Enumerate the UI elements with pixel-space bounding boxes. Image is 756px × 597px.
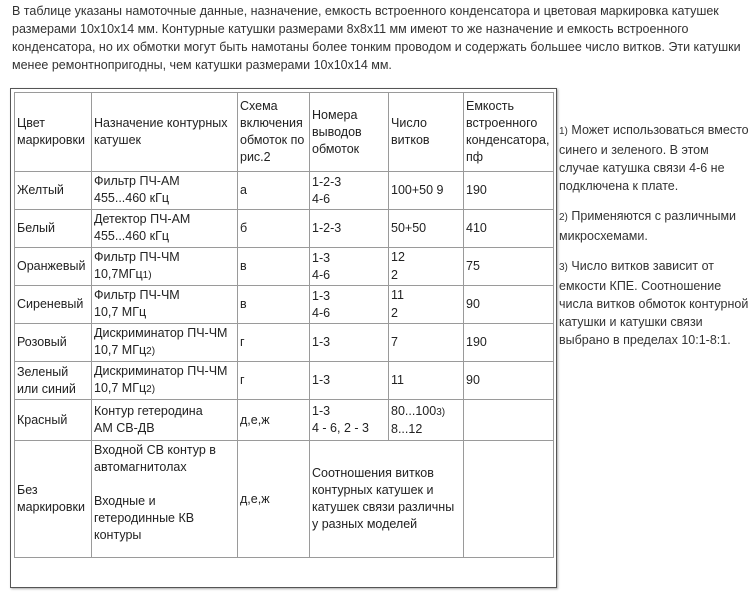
footnote-text: Применяются с различными микросхемами. — [559, 209, 737, 243]
purpose-line-1: Дискриминатор ПЧ-ЧМ — [94, 326, 228, 340]
purpose-line-2-wrap — [94, 190, 235, 208]
purpose-line-2: 10,7 МГц — [94, 305, 147, 319]
footnote-mark: 2) — [146, 384, 156, 395]
header-purpose: Назначение контурных катушек — [92, 93, 238, 172]
pins-line-2: 4-6 — [312, 191, 331, 206]
purpose-line-2-wrap — [94, 420, 235, 438]
purpose-line-2-wrap — [94, 380, 235, 398]
purpose-line-2-wrap — [94, 342, 235, 360]
cell-capacity: 90 — [464, 362, 554, 400]
footnote-text: Может использоваться вместо синего и зеленого. В этом случае катушка связи 4-6 не подключена к плате. — [559, 123, 749, 193]
footnote-mark: 3) — [436, 406, 446, 418]
table-row-unmarked — [15, 441, 554, 558]
turns-line-2: 2 — [391, 306, 398, 320]
cell-scheme: г — [238, 362, 310, 400]
turns-line-1: 12 — [391, 250, 405, 264]
purpose-line-2: 455...460 кГц — [94, 191, 169, 205]
purpose-line-1: Контур гетеродина — [94, 403, 203, 418]
purpose-line-1: Дискриминатор ПЧ-ЧМ — [94, 364, 228, 378]
cell-capacity — [464, 400, 554, 441]
cell-capacity: 90 — [464, 286, 554, 324]
footnote-number: 3) — [559, 262, 568, 273]
cell-pins — [310, 172, 389, 210]
purpose-line-2: 455...460 кГц — [94, 229, 169, 243]
pins-line-1: 1-2-3 — [312, 174, 342, 189]
turns-line-1: 80...100 — [391, 403, 437, 418]
footnote-item — [559, 257, 751, 349]
pins-line-1: 1-3 — [312, 404, 331, 418]
coil-table-frame — [10, 88, 557, 588]
turns-line-1: 100+50 9 — [391, 182, 444, 197]
turns-line-1-wrap — [391, 220, 461, 238]
cell-scheme: в — [238, 286, 310, 324]
table-row — [15, 362, 554, 400]
cell-turns — [389, 400, 464, 441]
header-color: Цвет маркировки — [15, 93, 92, 172]
cell-capacity: 75 — [464, 248, 554, 286]
turns-line-1-wrap — [391, 372, 461, 390]
cell-color: Белый — [15, 210, 92, 248]
cell-turns — [389, 248, 464, 286]
pins-line-1: 1-3 — [312, 335, 331, 349]
footnote-item — [559, 121, 751, 195]
turns-line-1: 7 — [391, 334, 398, 349]
cell-purpose — [92, 286, 238, 324]
turns-line-1: 11 — [391, 288, 404, 302]
pins-line-1: 1-2-3 — [312, 221, 342, 235]
table-row — [15, 324, 554, 362]
table-row — [15, 400, 554, 441]
cell-turns — [389, 172, 464, 210]
cell-scheme: д,е,ж — [238, 400, 310, 441]
cell-turns — [389, 286, 464, 324]
turns-line-2: 8...12 — [391, 421, 423, 436]
pins-line-1: 1-3 — [312, 250, 331, 265]
cell-color: Зеленый или синий — [15, 362, 92, 400]
turns-line-2: 2 — [391, 268, 398, 282]
cell-pins — [310, 324, 389, 362]
turns-line-1-wrap — [391, 334, 461, 352]
purpose-line-1: Детектор ПЧ-АМ — [94, 212, 191, 226]
pins-line-2: 4-6 — [312, 267, 331, 282]
turns-line-1: 11 — [391, 372, 404, 387]
purpose-line-2-wrap — [94, 304, 235, 322]
turns-line-1-wrap — [391, 287, 461, 305]
turns-line-1-wrap — [391, 403, 461, 421]
purpose-line-1: Фильтр ПЧ-ЧМ — [94, 250, 180, 264]
cell-purpose — [92, 324, 238, 362]
purpose-line-2-wrap — [94, 266, 235, 284]
turns-line-1-wrap — [391, 249, 461, 267]
footnote-number: 2) — [559, 212, 568, 223]
cell-purpose — [92, 400, 238, 441]
table-row — [15, 248, 554, 286]
footnote-item — [559, 207, 751, 245]
table-row — [15, 172, 554, 210]
footnote-number: 1) — [559, 126, 568, 137]
intro-paragraph: В таблице указаны намоточные данные, назначение, емкость встроенного конденсатора и цветовая маркировка катушек размерами 10х10х14 мм. Контурные катушки размерами 8х8х11 мм имеют то же назначение и емкость встроенного конденсатора, но их обмотки могут быть намотаны более тонким проводом и содержать большее число витков. Эти катушки менее ремонтнопригодны, чем катушки размерами 10х10х14 мм. — [12, 4, 741, 72]
cell-pins — [310, 210, 389, 248]
pins-line-1: 1-3 — [312, 288, 331, 303]
cell-purpose — [92, 441, 238, 558]
cell-turns — [389, 324, 464, 362]
footnote-mark: 1) — [142, 270, 152, 281]
cell-purpose — [92, 210, 238, 248]
cell-capacity: 410 — [464, 210, 554, 248]
purpose-line-2: 10,7 МГц — [94, 343, 147, 357]
coil-table — [14, 92, 554, 558]
cell-pins — [310, 400, 389, 441]
cell-purpose — [92, 172, 238, 210]
footnotes — [559, 121, 751, 361]
table-row — [15, 210, 554, 248]
cell-purpose — [92, 362, 238, 400]
purpose-line-1: Фильтр ПЧ-ЧМ — [94, 288, 180, 302]
cell-color: Оранжевый — [15, 248, 92, 286]
turns-line-1-wrap — [391, 182, 461, 200]
pins-line-2: 4-6 — [312, 305, 331, 320]
cell-turns — [389, 210, 464, 248]
purpose-line-1: Входной СВ контур в автомагнитолах — [94, 443, 216, 474]
cell-capacity: 190 — [464, 324, 554, 362]
cell-scheme: в — [238, 248, 310, 286]
cell-pins — [310, 286, 389, 324]
cell-scheme: б — [238, 210, 310, 248]
pins-line-2: 4 - 6, 2 - 3 — [312, 421, 369, 435]
cell-scheme: а — [238, 172, 310, 210]
purpose-line-1: Фильтр ПЧ-АМ — [94, 174, 180, 188]
cell-color: Без маркировки — [15, 441, 92, 558]
turns-line-1: 50+50 — [391, 220, 427, 235]
cell-pins — [310, 362, 389, 400]
cell-color: Желтый — [15, 172, 92, 210]
table-row — [15, 286, 554, 324]
cell-color: Розовый — [15, 324, 92, 362]
cell-scheme: г — [238, 324, 310, 362]
header-scheme: Схема включения обмоток по рис.2 — [238, 93, 310, 172]
purpose-line-2: 10,7МГц — [94, 267, 143, 281]
cell-pins — [310, 248, 389, 286]
cell-scheme: д,е,ж — [238, 441, 310, 558]
table-header-row — [15, 93, 554, 172]
purpose-line-2: 10,7 МГц — [94, 381, 147, 395]
purpose-line-2-wrap — [94, 228, 235, 246]
cell-turns — [389, 362, 464, 400]
purpose-line-2: АМ СВ-ДВ — [94, 420, 155, 435]
purpose-line-2: Входные и гетеродинные КВ контуры — [94, 494, 195, 542]
footnote-text: Число витков зависит от емкости КПЕ. Соотношение числа витков обмоток контурной катушки и катушки связи выбрано в пределах 10:1-8:1. — [559, 259, 749, 347]
header-turns: Число витков — [389, 93, 464, 172]
cell-color: Сиреневый — [15, 286, 92, 324]
footnote-mark: 2) — [146, 346, 156, 357]
cell-color: Красный — [15, 400, 92, 441]
header-pins: Номера выводов обмоток — [310, 93, 389, 172]
pins-line-1: 1-3 — [312, 373, 331, 387]
cell-purpose — [92, 248, 238, 286]
cell-capacity: 190 — [464, 172, 554, 210]
cell-merged-note: Соотношения витков контурных катушек и катушек связи различны у разных моделей — [310, 441, 464, 558]
header-capacity: Емкость встроенного конденсатора, пф — [464, 93, 554, 172]
cell-capacity — [464, 441, 554, 558]
